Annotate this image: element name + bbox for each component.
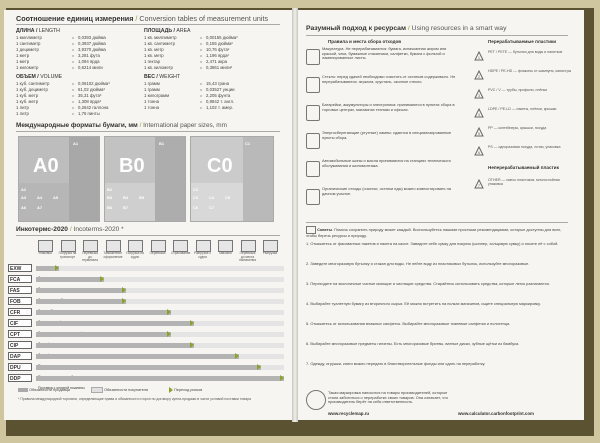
plastic-title: Перерабатываемые пластики — [488, 39, 557, 44]
paper-sizes-title: Международные форматы бумаги, мм / International paper sizes, mm — [16, 122, 227, 129]
conversion-row — [144, 105, 235, 111]
conversion-cell: 1 кв. метр — [144, 47, 164, 52]
waste-category-icon — [306, 189, 320, 205]
conversion-cell: = — [199, 93, 203, 98]
conversion-cell: 1 куб. метр — [16, 99, 39, 104]
conversion-cell: = — [199, 99, 203, 104]
waste-category-icon — [306, 77, 320, 93]
area-table — [144, 35, 238, 71]
recycle-icon — [474, 176, 484, 186]
incoterm-code: DPU — [8, 363, 32, 371]
incoterm-code: FOB — [8, 297, 32, 305]
conversion-cell: 1 грамм — [144, 81, 160, 86]
waste-rule-text: Энергосберегающие (ртутные) лампы: сдаются в специализированные пункты сбора. — [322, 130, 452, 140]
paper-size-cell: A5 — [53, 195, 59, 200]
conversion-cell: = — [71, 53, 75, 58]
conversion-title: Соотношение единиц измерения / Conversion tables of measurement units — [16, 14, 269, 23]
conversion-cell: 1,308 ярда³ — [78, 99, 101, 104]
conversion-cell: 1 куб. метр — [16, 93, 39, 98]
risk-transfer-marker — [100, 276, 104, 282]
waste-category-icon — [306, 105, 320, 121]
buyer-obligation-bar — [126, 299, 284, 304]
recycle-triangle-icon — [474, 86, 484, 96]
seller-obligation-bar — [36, 321, 194, 326]
conversion-cell: = — [199, 59, 203, 64]
conversion-row — [144, 65, 238, 71]
recycle-triangle-icon — [474, 48, 484, 58]
conversion-cell: 1,102 т. амер. — [206, 105, 234, 110]
conversion-cell: 1 литр — [16, 111, 29, 116]
risk-transfer-marker — [55, 265, 59, 271]
right-page — [298, 10, 584, 420]
conversion-cell: 1 куб. сантиметр — [16, 81, 50, 86]
seller-legend-swatch — [18, 388, 28, 392]
conversion-cell: = — [71, 35, 75, 40]
conversion-cell: 0,3861 мили² — [206, 65, 233, 70]
waste-category-icon — [306, 161, 320, 177]
paper-size-cell: C6 — [193, 205, 199, 210]
waste-category-icon — [306, 49, 320, 65]
buyer-obligation-bar — [194, 321, 284, 326]
risk-transfer-marker — [167, 331, 171, 337]
length-table — [16, 35, 106, 71]
divider — [16, 235, 280, 236]
conversion-cell: 1 миллиметр — [16, 35, 42, 40]
incoterm-code: CPT — [8, 330, 32, 338]
divider — [16, 131, 280, 132]
paper-size-cell: C3 — [193, 195, 199, 200]
buyer-obligation-bar — [104, 277, 284, 282]
incoterm-code: CIF — [8, 319, 32, 327]
conversion-cell: 1 тонна — [144, 99, 160, 104]
eco-tip: 7. Одежду, игрушки, книги можно передать в благотворительные фонды или сдать на переработку. — [306, 361, 486, 366]
paper-size-cell: C1 — [245, 141, 251, 146]
risk-legend-marker — [169, 387, 173, 393]
waste-rule-text: Автомобильные шины и масла принимаются на станциях технического обслуживания и шиномонтажа. — [322, 158, 451, 168]
conversion-cell: 1 сантиметр — [16, 41, 41, 46]
other-plastic-label: OTHER — смесь пластиков, многослойная упаковка — [488, 178, 560, 187]
buyer-obligation-bar — [171, 310, 284, 315]
incoterms-footnote: * Правила международной торговли, определяющие права и обязанности сторон по договору купли-продажи в части условий поставки товара — [18, 397, 252, 401]
svg-text:7: 7 — [478, 184, 480, 188]
paper-size-cell: A6 — [21, 205, 27, 210]
divider — [306, 35, 568, 36]
logistics-step-label: Таможенное оформление — [103, 251, 123, 259]
conversion-cell: 1 грамм — [144, 87, 160, 92]
conversion-row — [16, 65, 106, 71]
conversion-cell: 1,76 пинты — [78, 111, 100, 116]
seller-obligation-bar — [36, 288, 126, 293]
paper-size-cell: B5 — [139, 195, 145, 200]
conversion-row — [16, 111, 110, 117]
buyer-obligation-bar — [261, 365, 284, 370]
seller-obligation-bar — [36, 354, 239, 359]
risk-transfer-marker — [122, 298, 126, 304]
recycle-triangle-icon — [474, 105, 484, 115]
buyer-obligation-bar — [194, 343, 284, 348]
area-title: ПЛОЩАДЬ / AREA — [144, 28, 191, 34]
risk-transfer-marker — [122, 287, 126, 293]
paper-b-block — [104, 136, 186, 222]
risk-transfer-marker — [190, 342, 194, 348]
waste-rule-text: Органические отходы (очистки, остатки еды) можно компостировать на дачном участке. — [322, 186, 451, 196]
paper-b0-label: B0 — [119, 155, 145, 177]
seller-obligation-bar — [36, 277, 104, 282]
plastic-type-label: HDPE / PE-HD — флаконы от шампуня, канистры — [488, 69, 572, 73]
paper-size-cell: B4 — [123, 195, 129, 200]
conversion-cell: 3,9370 дюйма — [78, 47, 106, 52]
paper-size-cell: C5 — [225, 195, 231, 200]
recycle-mark-icon — [306, 390, 326, 410]
eco-tip: 2. Заведите многоразовую бутылку и стакан для воды. Не пейте воду из пластиковых бутылок, используйте многоразовые. — [306, 261, 530, 266]
conversion-cell: = — [71, 99, 75, 104]
risk-transfer-marker — [257, 364, 261, 370]
buyer-legend-swatch — [91, 387, 103, 393]
logistics-step-label: Перевозка до места назначения — [238, 251, 257, 263]
logistics-step-label: Перевозка до терминала — [81, 251, 99, 263]
incoterms-legend: Обязанности продавца Обязанности покупателя Переход рисков — [18, 387, 280, 397]
conversion-cell: 1 метр — [16, 59, 30, 64]
conversion-cell: 0,00155 дюйма² — [206, 35, 238, 40]
buyer-obligation-bar — [171, 332, 284, 337]
paper-c0-label: C0 — [207, 155, 233, 177]
conversion-cell: = — [199, 87, 203, 92]
conversion-cell: 35,31 фута³ — [78, 93, 102, 98]
divider — [306, 222, 568, 223]
conversion-cell: 2,471 акра — [206, 59, 227, 64]
conversion-cell: 15,43 грана — [206, 81, 230, 86]
incoterm-code: DDP — [8, 374, 32, 382]
conversion-cell: 1 кв. метр — [144, 53, 164, 58]
incoterm-code: CIP — [8, 341, 32, 349]
eco-tip: 3. Переходите на экологичные чистые моющие и чистящие средства. Старайтесь использовать средства, которые легко разлагаются. — [306, 281, 550, 286]
volume-table — [16, 81, 110, 117]
recycle-triangle-icon — [474, 143, 484, 153]
paper-size-cell: C4 — [209, 195, 215, 200]
paper-a-block — [18, 136, 100, 222]
conversion-cell: 1 килограмм — [144, 93, 170, 98]
paper-size-cell: B3 — [107, 195, 113, 200]
conversion-cell: 0,06102 дюйма³ — [78, 81, 110, 86]
risk-transfer-marker — [280, 375, 284, 381]
conversion-cell: 1 метр — [16, 53, 30, 58]
waste-rule-text: Стекло: перед сдачей необходимо очистить от остатков содержимого. Не перерабатываются: зеркала, хрусталь, оконное стекло. — [322, 74, 456, 84]
conversion-cell: 0,0393 дюйма — [78, 35, 106, 40]
recycle-triangle-icon — [474, 124, 484, 134]
conversion-cell: 0,155 дюйма² — [206, 41, 233, 46]
conversion-cell: 0,6214 мили — [78, 65, 103, 70]
paper-size-cell: A4 — [37, 195, 43, 200]
conversion-cell: 2,205 фунта — [206, 93, 231, 98]
paper-size-cell: A3 — [21, 195, 27, 200]
conversion-cell: 61,02 дюйма³ — [78, 87, 105, 92]
paper-size-cell: C2 — [193, 187, 199, 192]
seller-obligation-bar — [36, 376, 284, 390]
plastic-type-label: LDPE / PE-LD — пакеты, плёнки, крышки — [488, 107, 557, 111]
logistics-step-label: Разгрузка с судна — [194, 251, 211, 259]
plastic-type-label: PET / PETE — бутылки для воды и напитков — [488, 50, 563, 54]
conversion-cell: 0,9842 т. англ. — [206, 99, 235, 104]
conversion-cell: = — [199, 105, 203, 110]
conversion-cell: 1 куб. дециметр — [16, 87, 48, 92]
conversion-cell: 0,3937 дюйма — [78, 41, 106, 46]
conversion-cell: = — [199, 35, 203, 40]
paper-size-cell: A7 — [37, 205, 43, 210]
risk-transfer-marker — [190, 320, 194, 326]
seller-obligation-bar — [36, 332, 171, 337]
conversion-cell: = — [199, 53, 203, 58]
recyclemap-link[interactable]: www.recyclemap.ru — [328, 411, 370, 416]
conversion-cell: 1 тонна — [144, 105, 160, 110]
incoterms-title: Инкотермс-2020 / Incoterms-2020 * — [16, 226, 124, 233]
incoterm-code: EXW — [8, 264, 32, 272]
conversion-cell: 1 литр — [16, 105, 29, 110]
paper-size-cell: B6 — [107, 205, 113, 210]
conversion-cell: = — [199, 65, 203, 70]
incoterm-code: CFR — [8, 308, 32, 316]
svg-text:2: 2 — [478, 75, 480, 79]
eco-tip: 5. Откажитесь от использования влажных салфеток. Выбирайте многоразовые тканевые салфетки и полотенца. — [306, 321, 511, 326]
volume-title: ОБЪЕМ / VOLUME — [16, 74, 63, 80]
length-title: ДЛИНА / LENGTH — [16, 28, 60, 34]
buyer-obligation-bar — [239, 354, 284, 359]
plastic-type-label: PS — одноразовая посуда, лотки, упаковка — [488, 145, 561, 149]
conversion-cell: = — [199, 81, 203, 86]
incoterm-code: FAS — [8, 286, 32, 294]
conversion-cell: 3,281 фута — [78, 53, 100, 58]
risk-transfer-marker — [167, 309, 171, 315]
conversion-cell: = — [71, 87, 75, 92]
eco-tip: 4. Выбирайте туалетную бумагу из вторичного сырья. Её можно встретить на полках магазинов, ищите специальную маркировку. — [306, 301, 541, 306]
eco-tip: 6. Выбирайте многоразовые предметы гигиены. Есть многоразовые бритвы, ватные диски, зубные щётки из бамбука. — [306, 341, 520, 346]
svg-text:4: 4 — [478, 113, 480, 117]
seller-obligation-bar — [36, 343, 194, 348]
plastic-type-label: PP — контейнеры, крышки, посуда — [488, 126, 547, 130]
waste-category-icon — [306, 133, 320, 149]
logistics-step-label: Разгрузка — [262, 251, 278, 255]
conversion-cell: = — [71, 105, 75, 110]
logistics-step-label: Упаковка — [38, 251, 52, 255]
conversion-cell: 1 кв. миллиметр — [144, 35, 177, 40]
carbon-calculator-link[interactable]: www.calculator.carbonfootprint.com — [458, 411, 534, 416]
incoterm-description: Поставка с оплатой пошлины — [38, 385, 85, 390]
logistics-step-label: Таможня — [218, 251, 232, 255]
conversion-cell: 1 километр — [16, 65, 39, 70]
conversion-cell: = — [71, 47, 75, 52]
resources-title: Разумный подход к ресурсам / Using resources in a smart way — [306, 25, 507, 32]
buyer-obligation-bar — [59, 266, 284, 271]
conversion-cell: 0,03527 унции — [206, 87, 235, 92]
divider — [16, 24, 280, 25]
paper-a0-label: A0 — [33, 155, 59, 177]
conversion-cell: = — [71, 111, 75, 116]
svg-text:3: 3 — [478, 94, 480, 98]
risk-transfer-marker — [235, 353, 239, 359]
conversion-cell: 1 кв. километр — [144, 65, 173, 70]
nonrecycle-title: Неперерабатываемый пластик — [488, 165, 559, 170]
seller-obligation-bar — [36, 299, 126, 304]
seller-obligation-bar — [36, 365, 261, 370]
logistics-step-label: Погрузка на судно — [126, 251, 144, 259]
svg-text:5: 5 — [478, 132, 480, 136]
bottom-note: Такая маркировка наносится на товары производителей, которые стали заботиться о переработке своих товаров. Она означает, что производитель берёт на себя ответственность. — [328, 390, 448, 405]
weight-table — [144, 81, 235, 111]
waste-rule-text: Макулатура. Не перерабатываются: бумага, испачканная жиром или краской, чеки, бумажные стаканчики, салфетки, бумага с фольгой и ламинированные листы. — [322, 46, 447, 61]
conversion-cell: 1 кв. сантиметр — [144, 41, 175, 46]
svg-text:6: 6 — [478, 151, 480, 155]
conversion-cell: 1 дециметр — [16, 47, 39, 52]
logistics-step-label: Страхование — [171, 251, 191, 255]
conversion-cell: 10,76 фута² — [206, 47, 230, 52]
conversion-cell: = — [71, 65, 75, 70]
conversion-cell: = — [199, 47, 203, 52]
rules-title: Правила и места сбора отходов — [328, 39, 402, 44]
left-page — [4, 10, 292, 420]
paper-size-cell: A1 — [73, 141, 79, 146]
conversion-cell: = — [71, 81, 75, 86]
paper-size-cell: B7 — [123, 205, 129, 210]
paper-size-cell: C7 — [209, 205, 215, 210]
conversion-cell: = — [71, 93, 75, 98]
buyer-obligation-bar — [126, 288, 284, 293]
incoterm-code: DAP — [8, 352, 32, 360]
seller-obligation-bar — [36, 310, 171, 315]
conversion-cell: 1,094 ярда — [78, 59, 100, 64]
paper-size-cell: B1 — [159, 141, 165, 146]
plastic-type-label: PVC / V — трубы, профили, плёнки — [488, 88, 548, 92]
incoterm-code: FCA — [8, 275, 32, 283]
conversion-cell: = — [199, 41, 203, 46]
conversion-cell: = — [71, 41, 75, 46]
conversion-cell: 0,2642 галлона — [78, 105, 109, 110]
paper-size-cell: A2 — [21, 187, 27, 192]
logistics-step-label: Перевозка — [149, 251, 166, 255]
paper-c-block — [190, 136, 274, 222]
conversion-cell: = — [71, 59, 75, 64]
eco-tip: 1. Откажитесь от фасованных пакетов и пакета на кассе. Заведите себе сумку для покупок (шоппер, холщовую сумку) и носите её с собой. — [306, 241, 559, 246]
conversion-cell: 1 гектар — [144, 59, 161, 64]
conversion-cell: 1,196 ярда² — [206, 53, 229, 58]
logistics-step-label: Погрузка на транспорт — [58, 251, 77, 259]
tips-intro: Советы. Помочь сохранить природу может каждый. Воспользуйтесь нашими простыми рекомендациями, которые доступны для всех, чтобы беречь ресурсы и природу. — [306, 227, 562, 238]
waste-rule-text: Батарейки, аккумуляторы и электроника: принимаются в пунктах сбора в торговых центрах, магазинах техники и офисах. — [322, 102, 455, 112]
paper-size-cell: B2 — [107, 187, 113, 192]
svg-text:1: 1 — [478, 56, 480, 60]
recycle-triangle-icon — [474, 67, 484, 77]
weight-title: ВЕС / WEIGHT — [144, 74, 181, 80]
